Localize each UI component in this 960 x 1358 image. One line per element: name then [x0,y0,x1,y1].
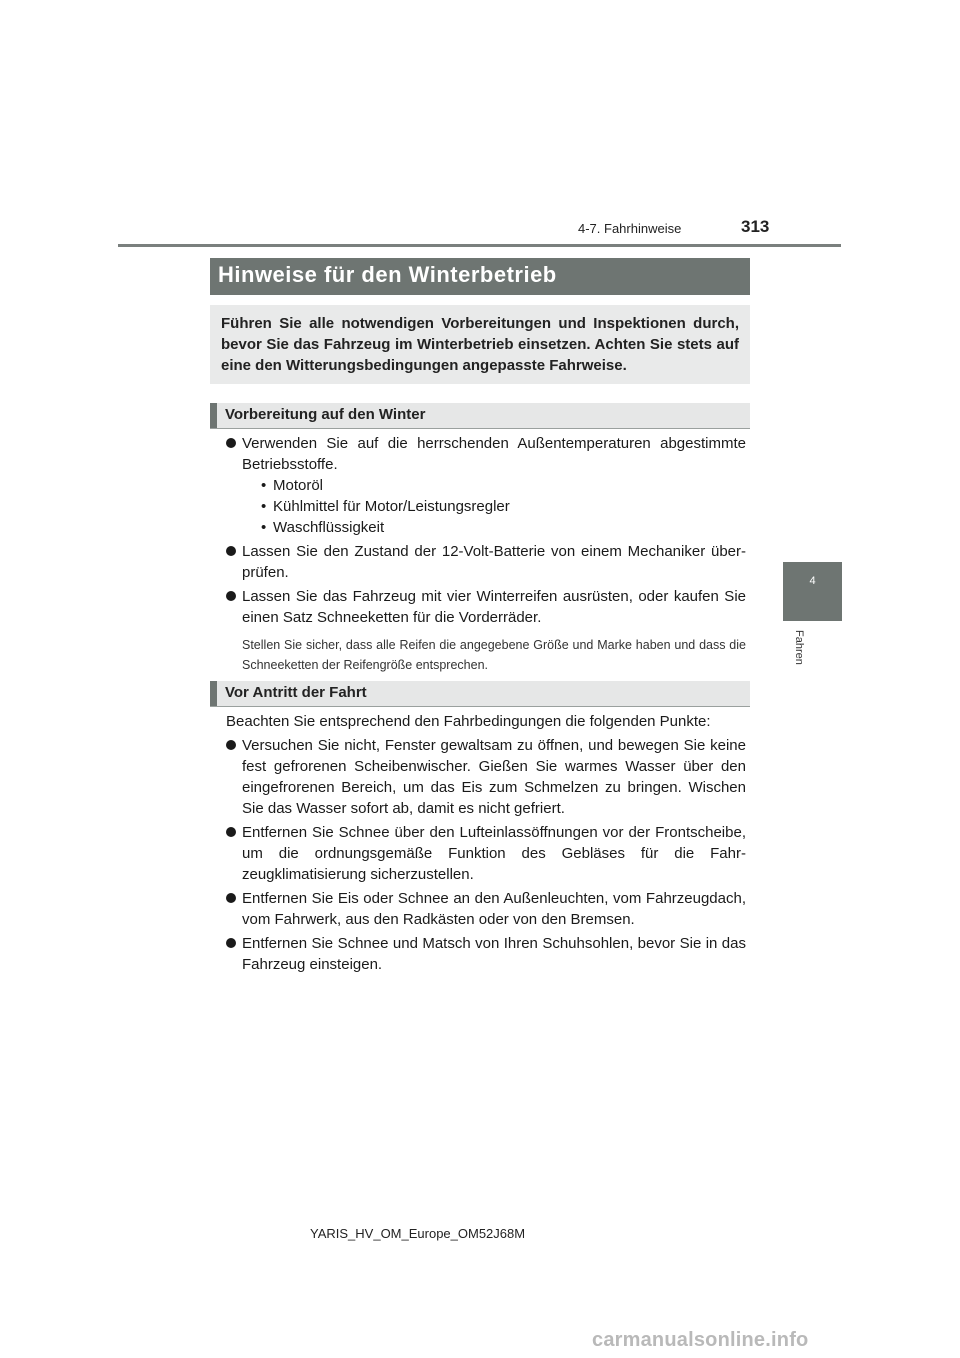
chapter-tab-label-text: Fahren [793,630,805,665]
section-heading-text: Vor Antritt der Fahrt [225,684,367,701]
chapter-tab-number: 4 [809,575,816,587]
list-item-text: Entfernen Sie Schnee über den Lufteinlassöffnungen vor der Frontscheibe, um die ordnungsgemäße Funktion des Gebläses für die Fahrzeugklimatisierung sicherzustellen. [242,824,746,883]
page-number: 313 [741,217,770,236]
bullet-icon [226,591,236,601]
list-item-text: Entfernen Sie Eis oder Schnee an den Außenleuchten, vom Fahrzeugdach, vom Fahrwerk, aus den Radkästen oder von den Bremsen. [242,890,746,928]
lead-text: Beachten Sie entsprechend den Fahrbedingungen die folgenden Punkte: [226,713,711,730]
list-item [226,822,746,885]
sub-list-item: • Kühlmittel für Motor/Leistungsregler [259,496,746,517]
bullet-icon [226,827,236,837]
section-heading-text: Vorbereitung auf den Winter [225,406,426,423]
section-underline [210,706,750,707]
note-text: Stellen Sie sicher, dass alle Reifen die angegebene Größe und Marke haben und dass die Schneeketten der Reifengröße entsprechen. [242,638,746,672]
list-item-text: Lassen Sie das Fahrzeug mit vier Winterreifen ausrüsten, oder kaufen Sie einen Satz Schneeketten für die Vorderräder. [242,588,746,626]
section-heading-winter-prep [210,403,750,428]
list-item [226,433,746,538]
bullet-icon [226,893,236,903]
list-item-text: Versuchen Sie nicht, Fenster gewaltsam zu öffnen, und bewegen Sie keine fest gefrorenen Scheibenwischer. Gießen Sie warmes Wasser über den eingefrorenen Bereich, um das Eis zum Schmelzen zu bringen. Wischen Sie das Wasser sofort ab, damit es nicht gefriert. [242,737,746,817]
section-heading-before-driving [210,681,750,706]
bullet-icon [226,740,236,750]
section-underline [210,428,750,429]
footer-doc-id: YARIS_HV_OM_Europe_OM52J68M [310,1226,526,1241]
sub-list-item: • Waschflüssigkeit [259,517,746,538]
watermark: carmanualsonline.info [592,1329,809,1351]
header-divider [118,244,841,247]
page-title: Hinweise für den Winterbetrieb [210,258,750,295]
list-item-text: Entfernen Sie Schnee und Matsch von Ihren Schuhsohlen, bevor Sie in das Fahrzeug einsteigen. [242,935,746,973]
list-item [226,888,746,930]
bullet-icon [226,938,236,948]
bullet-icon [226,438,236,448]
list-item [226,735,746,819]
header-section-title: 4-7. Fahrhinweise [578,221,682,236]
list-item-text: Lassen Sie den Zustand der 12-Volt-Batterie von einem Mechaniker überprüfen. [242,543,746,581]
sub-list [242,475,746,538]
chapter-tab [783,562,842,621]
section-winter-prep-content [226,433,746,675]
list-item-text: Verwenden Sie auf die herrschenden Außentemperaturen abgestimmte Betriebsstoffe. [242,435,746,473]
list-item [226,586,746,628]
chapter-tab-label [793,630,807,678]
section-before-driving-content [226,711,746,978]
sub-list-item: • Motoröl [259,475,746,496]
bullet-icon [226,546,236,556]
intro-box: Führen Sie alle notwendigen Vorbereitungen und Inspektionen durch, bevor Sie das Fahrzeug im Winterbetrieb einsetzen. Achten Sie stets auf eine den Witterungsbedingungen angepasste Fahrweise. [210,305,750,384]
list-item [226,541,746,583]
list-item [226,933,746,975]
